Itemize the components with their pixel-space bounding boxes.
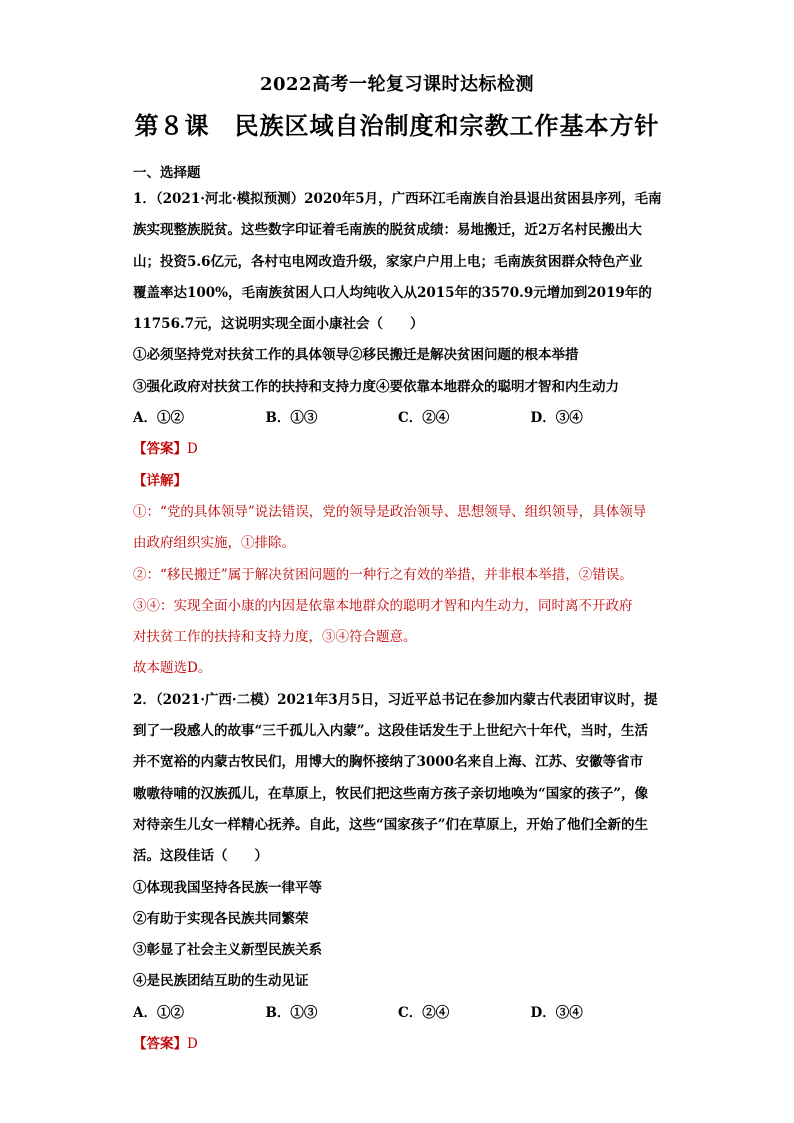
answer-tag: 【答案】	[133, 1036, 187, 1053]
q2-statement: ②有助于实现各民族共同繁荣	[133, 910, 309, 927]
answer-tag: 【答案】	[133, 441, 187, 458]
q2-stem-line: 到了一段感人的故事“三千孤儿入内蒙”。这段佳话发生于上世纪六十年代，当时，生活	[133, 723, 649, 740]
q1-stem-line: 1．（2021·河北·模拟预测）2020年5月，广西环江毛南族自治县退出贫困县序列，毛南	[133, 191, 662, 207]
q2-statement: ④是民族团结互助的生动见证	[133, 973, 309, 990]
question-1	[133, 184, 663, 685]
analysis-tag: 【详解】	[133, 472, 187, 489]
q2-stem-line: 对待亲生儿女一样精心抚养。自此，这些“国家孩子”们在草原上，开始了他们全新的生	[133, 816, 649, 833]
q2-options	[133, 998, 663, 1029]
q1-option-c: C．②④	[398, 410, 450, 427]
question-2	[133, 685, 663, 1061]
q2-option-a: A．①②	[133, 1004, 184, 1021]
q1-analysis-line: 对扶贫工作的扶持和支持力度，③④符合题意。	[133, 629, 417, 646]
q1-statement: ①必须坚持党对扶贫工作的具体领导②移民搬迁是解决贫困问题的根本举措	[133, 347, 579, 364]
q2-stem-line: 并不宽裕的内蒙古牧民们，用博大的胸怀接纳了3000名来自上海、江苏、安徽等省市	[133, 754, 644, 771]
lesson-title: 第８课 民族区域自治制度和宗教工作基本方针	[134, 111, 660, 140]
q1-option-d: D．③④	[530, 410, 583, 427]
q1-option-b: B．①③	[265, 410, 318, 427]
q2-statement: ③彰显了社会主义新型民族关系	[133, 942, 322, 959]
q2-option-b: B．①③	[265, 1004, 318, 1021]
q1-conclusion: 故本题选D。	[133, 660, 212, 677]
q2-stem-line: 嗷嗷待哺的汉族孤儿，在草原上，牧民们把这些南方孩子亲切地唤为“国家的孩子”，像	[133, 785, 649, 802]
q2-option-d: D．③④	[530, 1004, 583, 1021]
q1-stem-line: 山；投资5.6亿元，各村屯电网改造升级，家家户户用上电；毛南族贫困群众特色产业	[133, 253, 643, 270]
q1-stem-line: 覆盖率达100%，毛南族贫困人口人均纯收入从2015年的3570.9元增加到2019年的	[133, 284, 652, 301]
q1-analysis-line: ③④：实现全面小康的内因是依靠本地群众的聪明才智和内生动力，同时离不开政府	[133, 597, 633, 614]
section-label: 一、选择题	[133, 165, 201, 181]
q1-option-a: A．①②	[133, 410, 184, 427]
q1-analysis-line: 由政府组织实施，①排除。	[133, 535, 295, 552]
answer-value: D	[187, 441, 198, 458]
q2-stem-line: 2．（2021·广西·二模）2021年3月5日，习近平总书记在参加内蒙古代表团审议时，提	[133, 691, 658, 708]
q2-option-c: C．②④	[398, 1004, 450, 1021]
q2-statement: ①体现我国坚持各民族一律平等	[133, 879, 322, 896]
q1-stem-line: 11756.7元，这说明实现全面小康社会（ ）	[133, 316, 424, 333]
q1-answer	[133, 434, 663, 465]
q2-answer	[133, 1029, 663, 1060]
q1-stem-line: 族实现整族脱贫。这些数字印证着毛南族的脱贫成绩：易地搬迁，近2万名村民搬出大	[133, 222, 642, 239]
content	[133, 162, 663, 1060]
q1-analysis-line: ②：“移民搬迁”属于解决贫困问题的一种行之有效的举措，并非根本举措，②错误。	[133, 566, 633, 583]
q1-analysis-line: ①：“党的具体领导”说法错误，党的领导是政治领导、思想领导、组织领导，具体领导	[133, 503, 647, 520]
q1-analysis-tag	[133, 466, 663, 497]
q2-stem-line: 活。这段佳话（ ）	[133, 848, 268, 865]
q1-options	[133, 403, 663, 434]
q1-statement: ③强化政府对扶贫工作的扶持和支持力度④要依靠本地群众的聪明才智和内生动力	[133, 378, 619, 395]
answer-value: D	[187, 1036, 198, 1053]
document-title: 2022高考一轮复习课时达标检测	[259, 74, 535, 95]
